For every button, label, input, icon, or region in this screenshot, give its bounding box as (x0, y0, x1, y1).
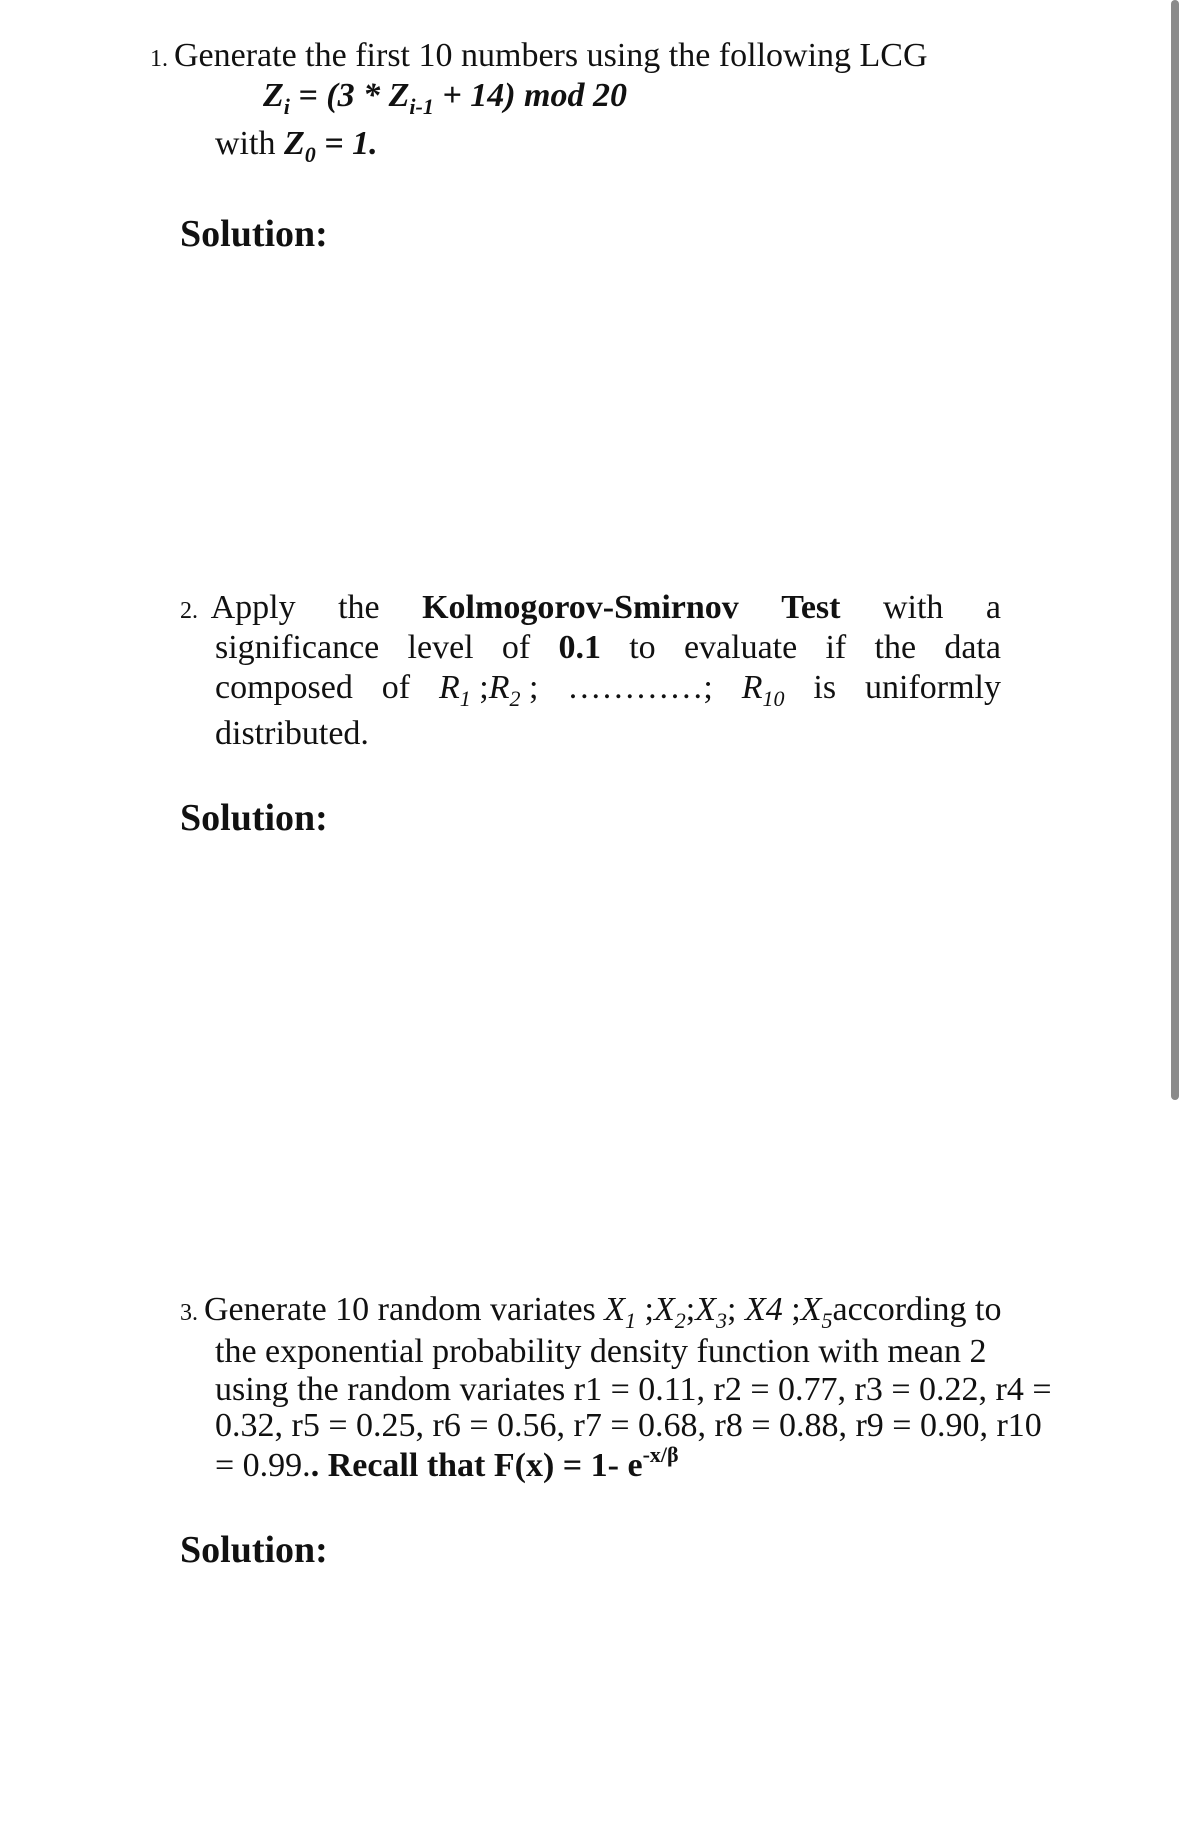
q2-line3: composed of $R_1$ $;R_2$ ; …………; $R_{10}$ is uniformly (215, 669, 1001, 711)
vertical-scrollbar[interactable] (1171, 0, 1179, 1100)
q3-solution-label: Solution: (180, 1529, 328, 1571)
q3-line5: = 0.99.. Recall that F(x) = 1- $e^{-x/\beta}$ (215, 1442, 679, 1484)
q1-text: Generate the first 10 numbers using the following LCG (174, 37, 928, 74)
q3-line2: the exponential probability density function with mean 2 (215, 1333, 987, 1370)
q3-line1: 3. Generate 10 random variates $X_1$ $;X_2;X_3$; X4 $;X_5according$ to (180, 1291, 1002, 1333)
q1-initial-value: with $Z_0 = 1$. (215, 125, 378, 167)
q1-solution-label: Solution: (180, 213, 328, 255)
q1-line1 (150, 36, 928, 79)
q2-line4: distributed. (215, 715, 369, 752)
q3-line4: 0.32, r5 = 0.25, r6 = 0.56, r7 = 0.68, r8 = 0.88, r9 = 0.90, r10 (215, 1407, 1042, 1444)
q2-solution-label: Solution: (180, 797, 328, 839)
q3-line3: using the random variates r1 = 0.11, r2 = 0.77, r3 = 0.22, r4 = (215, 1371, 1052, 1408)
q1-formula: $Z_i = (3 * Z_{i-1} + 14)$ mod 20 (263, 77, 627, 119)
q2-line2: significance level of 0.1 to evaluate if the data (215, 629, 1001, 666)
q2-line1: 2. Apply the Kolmogorov-Smirnov Test with a (180, 589, 1001, 626)
q1-number: 1. (150, 46, 168, 72)
